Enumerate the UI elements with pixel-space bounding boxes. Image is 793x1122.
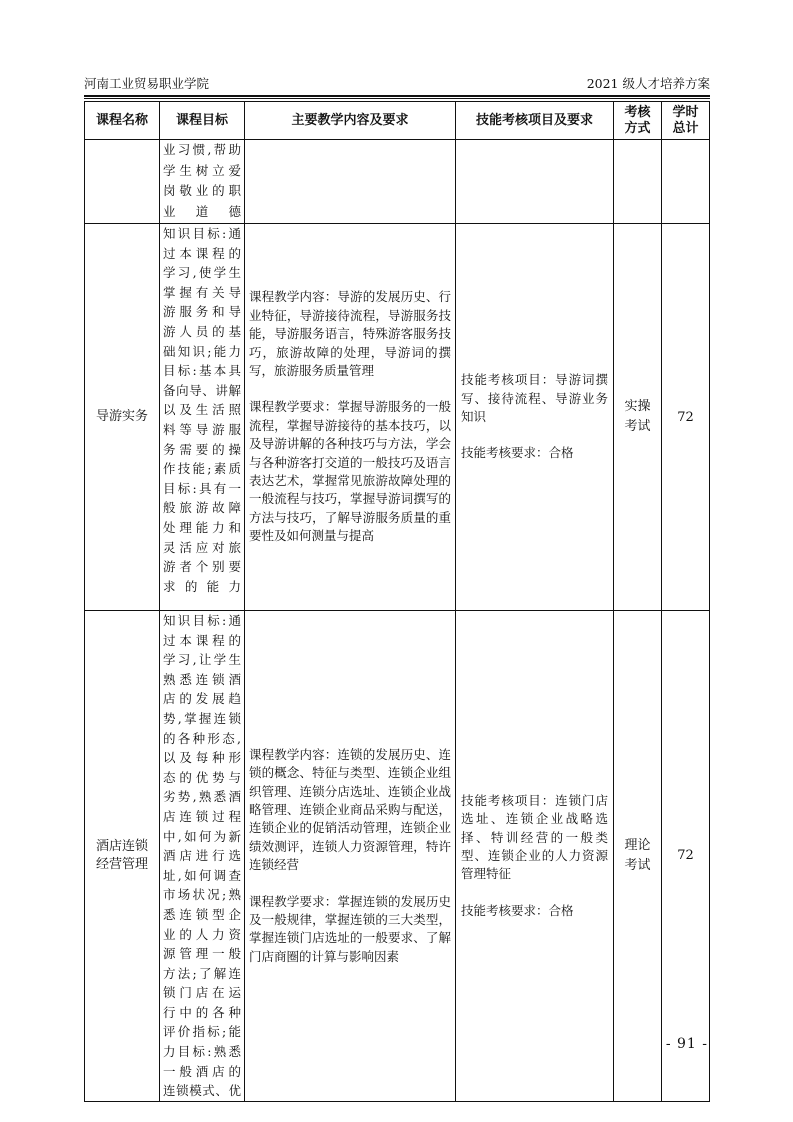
goal-line: 学习,使学生 bbox=[163, 265, 241, 281]
header-method bbox=[614, 102, 662, 140]
goal-line: 悉连锁型企 bbox=[163, 906, 241, 922]
course-name-cell bbox=[85, 611, 160, 1102]
goal-line: 力目标:熟悉 bbox=[163, 1044, 241, 1060]
goal-line: 市场状况;熟 bbox=[163, 887, 241, 903]
skill-cell bbox=[456, 224, 614, 611]
goal-line: 店连锁过程 bbox=[163, 808, 241, 824]
goal-line: 作技能;素质 bbox=[163, 461, 241, 477]
goal-line: 学生树立爱 bbox=[163, 162, 241, 178]
method-cell bbox=[614, 611, 662, 1102]
course-name: 酒店连锁 bbox=[95, 838, 148, 854]
header-method-line: 方式 bbox=[624, 120, 651, 136]
goal-line: 以及每种形 bbox=[163, 750, 241, 766]
goal-line: 业道德 bbox=[163, 203, 241, 219]
method-line: 实操 bbox=[624, 399, 651, 414]
goal-line: 游人员的基 bbox=[163, 323, 241, 339]
course-name-cell bbox=[85, 140, 160, 224]
content-paragraph: 课程教学内容：连锁的发展历史、连锁的概念、特征与类型、连锁企业组织管理、连锁分店选址、连锁企业战略管理、连锁企业商品采购与配送，连锁企业的促销活动管理，连锁企业绩效测评，连锁人力资源管理，特许连锁经营 bbox=[249, 746, 451, 873]
hours-cell bbox=[662, 140, 710, 224]
goal-line: 熟悉连锁酒 bbox=[163, 671, 241, 687]
school-name: 河南工业贸易职业学院 bbox=[84, 76, 210, 91]
table-header-row bbox=[85, 102, 710, 140]
course-goal-cell bbox=[160, 611, 245, 1102]
method-cell bbox=[614, 224, 662, 611]
goal-line: 以及生活照 bbox=[163, 402, 241, 418]
course-name-cell bbox=[85, 224, 160, 611]
hours-cell: 72 bbox=[662, 611, 710, 1102]
content-paragraph: 课程教学要求：掌握导游服务的一般流程，掌握导游接待的基本技巧，以及导游讲解的各种技巧与方法，学会与各种游客打交道的一般技巧及语言表达艺术，掌握常见旅游故障处理的一般流程与技巧，掌握导游词撰写的方法与技巧，了解导游服务质量的重要性及如何测量与提高 bbox=[249, 399, 451, 544]
method-line: 考试 bbox=[624, 419, 651, 434]
goal-line: 酒店进行选 bbox=[163, 848, 241, 864]
goal-line: 连锁模式、优 bbox=[163, 1083, 241, 1099]
skill-paragraph: 技能考核要求：合格 bbox=[461, 445, 574, 461]
content-paragraph: 课程教学要求：掌握连锁的发展历史及一般规律，掌握连锁的三大类型，掌握连锁门店选址的一般要求、了解门店商圈的计算与影响因素 bbox=[249, 893, 451, 964]
goal-line: 目标:基本具 bbox=[163, 363, 241, 379]
goal-line: 务需要的操 bbox=[163, 441, 241, 457]
goal-line: 学习,让学生 bbox=[163, 652, 241, 668]
table-row bbox=[85, 140, 710, 224]
course-name: 经营管理 bbox=[95, 856, 148, 872]
plan-title: 2021 级人才培养方案 bbox=[586, 76, 710, 91]
page-header bbox=[84, 74, 710, 94]
header-rule-thin bbox=[84, 98, 710, 99]
skill-paragraph: 技能考核要求：合格 bbox=[461, 902, 574, 918]
course-goal-cell bbox=[160, 140, 245, 224]
goal-line: 势,掌握连锁 bbox=[163, 710, 241, 726]
goal-line: 行中的各种 bbox=[163, 1004, 241, 1020]
header-course-goal: 课程目标 bbox=[160, 102, 245, 140]
goal-line: 知识目标:通 bbox=[163, 613, 241, 628]
header-hours bbox=[662, 102, 710, 140]
goal-line: 店的发展趋 bbox=[163, 691, 241, 707]
goal-line: 业的人力资 bbox=[163, 926, 241, 942]
header-hours-line: 总计 bbox=[672, 120, 699, 136]
content-cell bbox=[245, 224, 456, 611]
method-line: 考试 bbox=[624, 857, 651, 873]
goal-line: 岗敬业的职 bbox=[163, 183, 241, 198]
goal-line: 址,如何调查 bbox=[163, 867, 241, 883]
goal-line: 游服务和导 bbox=[163, 304, 241, 320]
page-number: - 91 - bbox=[665, 1036, 708, 1052]
goal-line: 源管理一般 bbox=[163, 946, 241, 962]
method-line: 理论 bbox=[624, 837, 651, 853]
goal-line: 的各种形态, bbox=[163, 730, 241, 746]
goal-line: 一般酒店的 bbox=[163, 1063, 241, 1079]
course-name: 导游实务 bbox=[95, 409, 148, 424]
goal-line: 目标:具有一 bbox=[163, 480, 241, 496]
goal-line: 过本课程的 bbox=[163, 632, 241, 648]
course-table bbox=[84, 101, 710, 1102]
goal-line: 般旅游故障 bbox=[163, 500, 241, 516]
goal-line: 游者个别要 bbox=[163, 559, 241, 575]
goal-line: 劣势,熟悉酒 bbox=[163, 789, 241, 805]
goal-line: 态的优势与 bbox=[163, 769, 241, 785]
skill-cell bbox=[456, 611, 614, 1102]
hours-cell: 72 bbox=[662, 224, 710, 611]
content-cell bbox=[245, 140, 456, 224]
goal-line: 料等导游服 bbox=[163, 421, 241, 437]
header-rule-thick bbox=[84, 95, 710, 97]
goal-line: 掌握有关导 bbox=[163, 284, 241, 300]
goal-line: 评价指标;能 bbox=[163, 1024, 241, 1040]
header-skill: 技能考核项目及要求 bbox=[456, 102, 614, 140]
goal-line: 知识目标:通 bbox=[163, 226, 241, 241]
goal-line: 中,如何为新 bbox=[163, 828, 241, 844]
header-hours-line: 学时 bbox=[672, 104, 699, 120]
content-paragraph: 课程教学内容：导游的发展历史、行业特征，导游接待流程，导游服务技能，导游服务语言，特殊游客服务技巧，旅游故障的处理，导游词的撰写，旅游服务质量管理 bbox=[249, 289, 451, 378]
table-row bbox=[85, 611, 710, 1102]
goal-line: 备向导、讲解 bbox=[163, 382, 241, 398]
header-content: 主要教学内容及要求 bbox=[245, 102, 456, 140]
goal-line: 业习惯,帮助 bbox=[163, 142, 241, 157]
skill-paragraph: 技能考核项目：导游词撰写、接待流程、导游业务知识 bbox=[461, 372, 608, 424]
goal-line: 求的能力 bbox=[163, 578, 241, 594]
table-row bbox=[85, 224, 710, 611]
course-goal-cell bbox=[160, 224, 245, 611]
content-cell bbox=[245, 611, 456, 1102]
skill-cell bbox=[456, 140, 614, 224]
goal-line: 处理能力和 bbox=[163, 519, 241, 535]
header-course-name: 课程名称 bbox=[85, 102, 160, 140]
goal-line: 础知识;能力 bbox=[163, 343, 241, 359]
goal-line: 锁门店在运 bbox=[163, 985, 241, 1001]
goal-line: 灵活应对旅 bbox=[163, 539, 241, 555]
skill-paragraph: 技能考核项目：连锁门店选址、连锁企业战略选择、特训经营的一般类型、连锁企业的人力资源管理特征 bbox=[461, 792, 608, 882]
header-method-line: 考核 bbox=[624, 104, 651, 120]
goal-line: 方法;了解连 bbox=[163, 965, 241, 981]
goal-line: 过本课程的 bbox=[163, 245, 241, 261]
method-cell bbox=[614, 140, 662, 224]
